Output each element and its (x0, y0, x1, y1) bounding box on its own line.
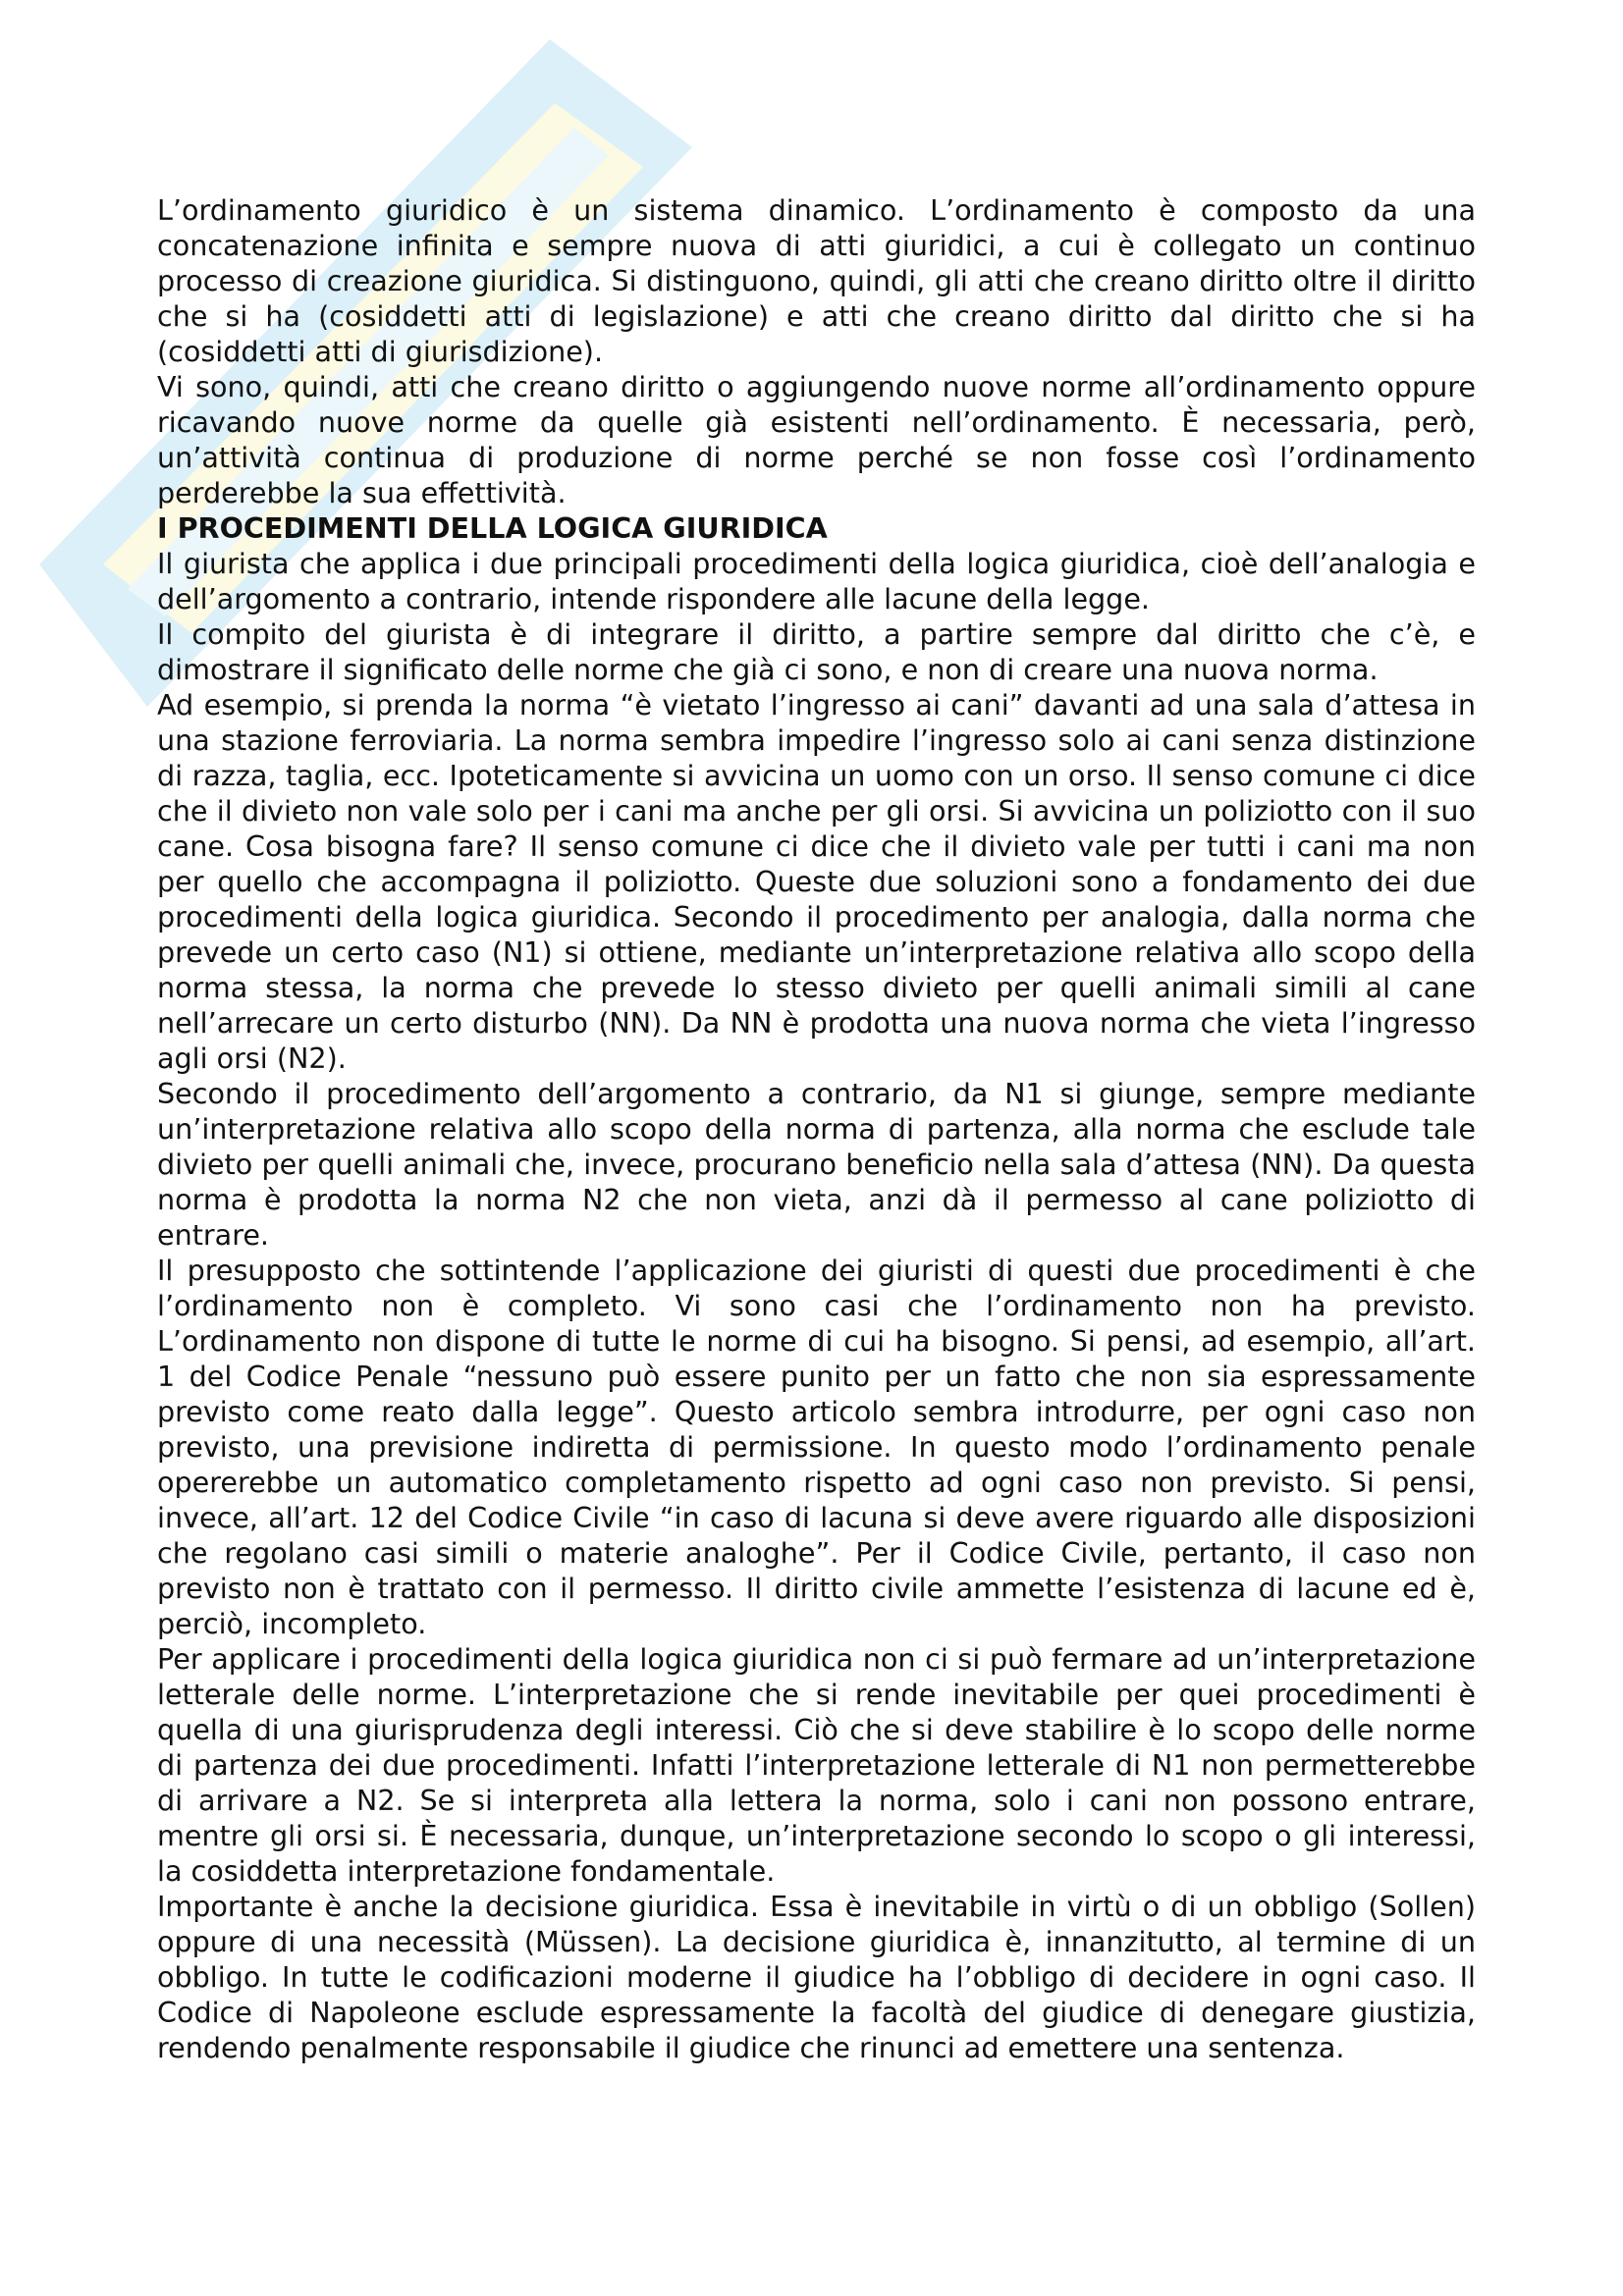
paragraph-interpretation: Per applicare i procedimenti della logica giuridica non ci si può fermare ad un’interpretazione letterale delle norme. L’interpretazione che si rende inevitabile per quei procedimenti è quella di una giurisprudenza degli interessi. Ciò che si deve stabilire è lo scopo delle norme di partenza dei due procedimenti. Infatti l’interpretazione letterale di N1 non permetterebbe di arrivare a N2. Se si interpreta alla lettera la norma, solo i cani non possono entrare, mentre gli orsi si. È necessaria, dunque, un’interpretazione secondo lo scopo o gli interessi, la cosiddetta interpretazione fondamentale. (157, 1642, 1476, 1888)
paragraph-legal-logic: Il giurista che applica i due principali procedimenti della logica giuridica, cioè dell’analogia e dell’argomento a contrario, intende rispondere alle lacune della legge. (157, 547, 1476, 615)
paragraph-dynamic-system: L’ordinamento giuridico è un sistema dinamico. L’ordinamento è composto da una concatenazione infinita e sempre nuova di atti giuridici, a cui è collegato un continuo processo di creazione giuridica. Si distinguono, quindi, gli atti che creano diritto oltre il diritto che si ha (cosiddetti atti di legislazione) e atti che creano diritto dal diritto che si ha (cosiddetti atti di giurisdizione). (157, 193, 1476, 368)
paragraph-legal-decision: Importante è anche la decisione giuridica. Essa è inevitabile in virtù o di un obbligo (Sollen) oppure di una necessità (Müssen). La decisione giuridica è, innanzitutto, al termine di un obbligo. In tutte le codificazioni moderne il giudice ha l’obbligo di decidere in ogni caso. Il Codice di Napoleone esclude espressamente la facoltà del giudice di denegare giustizia, rendendo penalmente responsabile il giudice che rinunci ad emettere una sentenza. (157, 1890, 1476, 2064)
paragraph-a-contrario: Secondo il procedimento dell’argomento a contrario, da N1 si giunge, sempre mediante un’interpretazione relativa allo scopo della norma di partenza, alla norma che esclude tale divieto per quelli animali che, invece, procurano beneficio nella sala d’attesa (NN). Da questa norma è prodotta la norma N2 che non vieta, anzi dà il permesso al cane poliziotto di entrare. (157, 1077, 1476, 1252)
paragraph-norm-creation: Vi sono, quindi, atti che creano diritto o aggiungendo nuove norme all’ordinamento oppure ricavando nuove norme da quelle già esistenti nell’ordinamento. È necessaria, però, un’attività continua di produzione di norme perché se non fosse così l’ordinamento perderebbe la sua effettività. (157, 370, 1476, 509)
document-page (157, 192, 1476, 2065)
paragraph-jurist-task: Il compito del giurista è di integrare il diritto, a partire sempre dal diritto che c’è, e dimostrare il significato delle norme che già ci sono, e non di creare una nuova norma. (157, 617, 1476, 686)
paragraph-incompleteness: Il presupposto che sottintende l’applicazione dei giuristi di questi due procedimenti è che l’ordinamento non è completo. Vi sono casi che l’ordinamento non ha previsto. L’ordinamento non dispone di tutte le norme di cui ha bisogno. Si pensi, ad esempio, all’art. 1 del Codice Penale “nessuno può essere punito per un fatto che non sia espressamente previsto come reato dalla legge”. Questo articolo sembra introdurre, per ogni caso non previsto, una previsione indiretta di permissione. In questo modo l’ordinamento penale opererebbe un automatico completamento rispetto ad ogni caso non previsto. Si pensi, invece, all’art. 12 del Codice Civile “in caso di lacuna si deve avere riguardo alle disposizioni che regolano casi simili o materie analoghe”. Per il Codice Civile, pertanto, il caso non previsto non è trattato con il permesso. Il diritto civile ammette l’esistenza di lacune ed è, perciò, incompleto. (157, 1254, 1476, 1640)
paragraph-dog-example: Ad esempio, si prenda la norma “è vietato l’ingresso ai cani” davanti ad una sala d’attesa in una stazione ferroviaria. La norma sembra impedire l’ingresso solo ai cani senza distinzione di razza, taglia, ecc. Ipoteticamente si avvicina un uomo con un orso. Il senso comune ci dice che il divieto non vale solo per i cani ma anche per gli orsi. Si avvicina un poliziotto con il suo cane. Cosa bisogna fare? Il senso comune ci dice che il divieto vale per tutti i cani ma non per quello che accompagna il poliziotto. Queste due soluzioni sono a fondamento dei due procedimenti della logica giuridica. Secondo il procedimento per analogia, dalla norma che prevede un certo caso (N1) si ottiene, mediante un’interpretazione relativa allo scopo della norma stessa, la norma che prevede lo stesso divieto per quelli animali simili al cane nell’arrecare un certo disturbo (NN). Da NN è prodotta una nuova norma che vieta l’ingresso agli orsi (N2). (157, 688, 1476, 1075)
section-heading: I PROCEDIMENTI DELLA LOGICA GIURIDICA (157, 511, 828, 545)
